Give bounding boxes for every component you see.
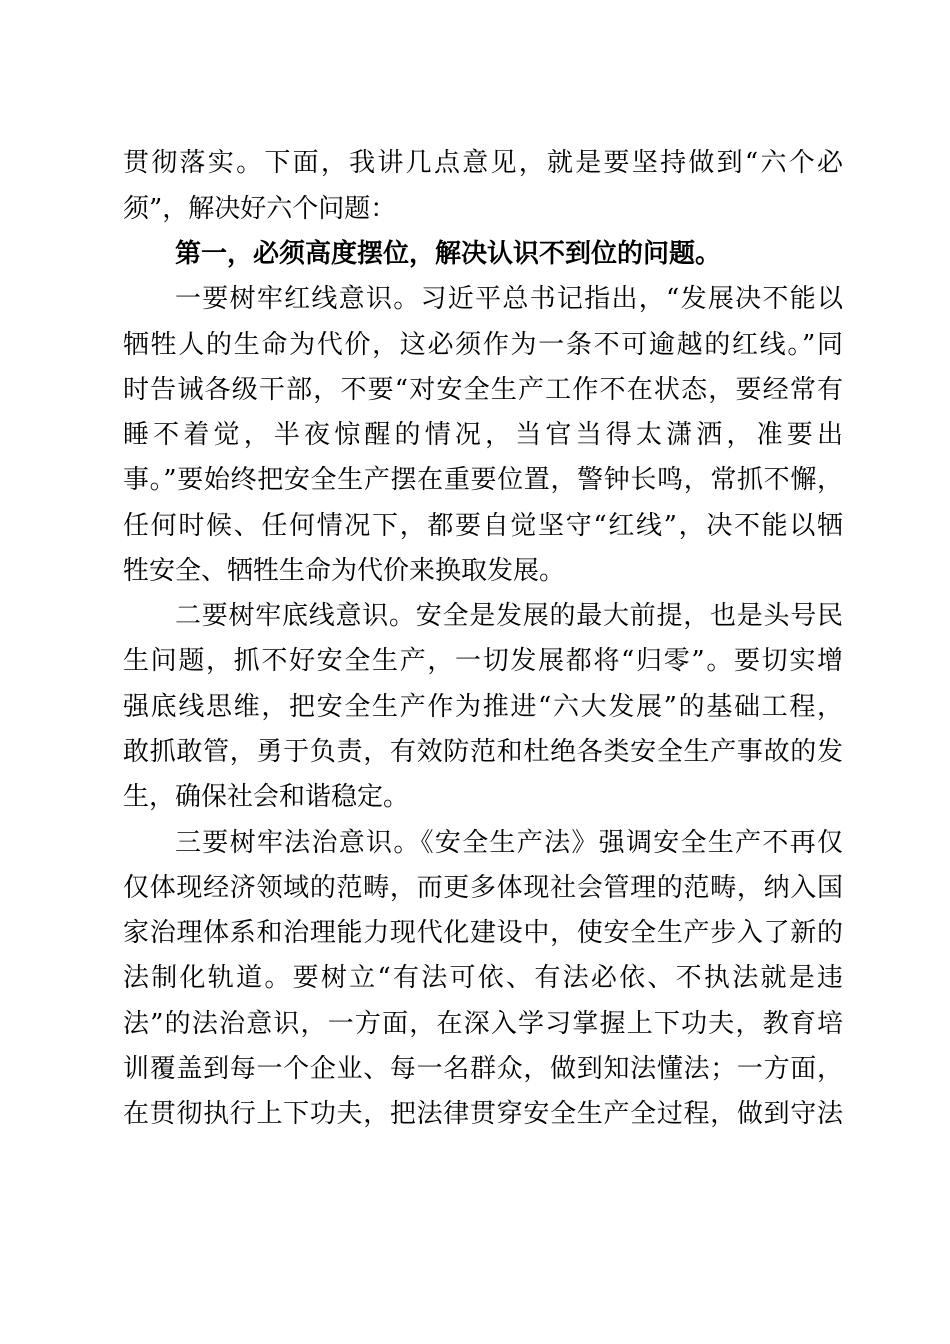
paragraph-line: 事。”要始终把安全生产摆在重要位置，警钟长鸣，常抓不懈， xyxy=(123,465,843,495)
paragraph-line: 须”，解决好六个问题： xyxy=(123,194,397,224)
paragraph-line: 生，确保社会和谐稳定。 xyxy=(123,782,410,812)
paragraph-line: 家治理体系和治理能力现代化建设中，使安全生产步入了新的 xyxy=(123,918,843,948)
paragraph-line: 仅体现经济领域的范畴，而更多体现社会管理的范畴，纳入国 xyxy=(123,873,843,903)
paragraph-line: 法”的法治意识，一方面，在深入学习掌握上下功夫，教育培 xyxy=(123,1009,843,1039)
paragraph-line: 任何时候、任何情况下，都要自觉坚守“红线”，决不能以牺 xyxy=(123,511,843,541)
paragraph-line: 时告诫各级干部，不要“对安全生产工作不在状态，要经常有 xyxy=(123,375,843,405)
paragraph-line: 三要树牢法治意识。《安全生产法》强调安全生产不再仅 xyxy=(175,828,843,858)
paragraph-line: 贯彻落实。下面，我讲几点意见，就是要坚持做到“六个必 xyxy=(123,148,843,178)
paragraph-line: 敢抓敢管，勇于负责，有效防范和杜绝各类安全生产事故的发 xyxy=(123,737,843,767)
paragraph-line: 一要树牢红线意识。习近平总书记指出，“发展决不能以 xyxy=(175,284,843,314)
paragraph-line: 睡不着觉，半夜惊醒的情况，当官当得太潇洒，准要出 xyxy=(123,420,843,450)
paragraph-line: 法制化轨道。要树立“有法可依、有法必依、不执法就是违 xyxy=(123,963,843,993)
paragraph-line: 强底线思维，把安全生产作为推进“六大发展”的基础工程， xyxy=(123,692,843,722)
paragraph-line: 训覆盖到每一个企业、每一名群众，做到知法懂法；一方面， xyxy=(123,1054,843,1084)
paragraph-line: 牲安全、牺牲生命为代价来换取发展。 xyxy=(123,556,566,586)
paragraph-line: 生问题，抓不好安全生产，一切发展都将“归零”。要切实增 xyxy=(123,646,843,676)
section-heading: 第一，必须高度摆位，解决认识不到位的问题。 xyxy=(175,239,722,269)
paragraph-line: 二要树牢底线意识。安全是发展的最大前提，也是头号民 xyxy=(175,601,843,631)
paragraph-line: 在贯彻执行上下功夫，把法律贯穿安全生产全过程，做到守法 xyxy=(123,1099,843,1129)
paragraph-line: 牺牲人的生命为代价，这必须作为一条不可逾越的红线。”同 xyxy=(123,330,843,360)
